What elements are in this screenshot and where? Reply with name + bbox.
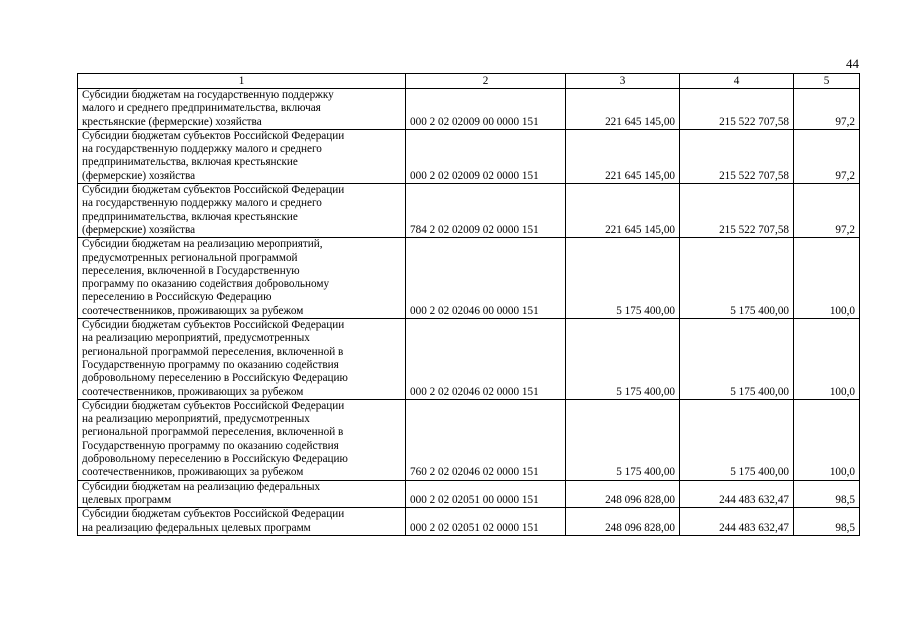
description-line: на государственную поддержку малого и среднего bbox=[82, 143, 322, 156]
description-line: Государственную программу по оказанию содействия bbox=[82, 358, 339, 371]
description-line: крестьянские (фермерские) хозяйства bbox=[82, 115, 262, 128]
description-line: Субсидии бюджетам субъектов Российской Федерации bbox=[82, 508, 345, 521]
execution-percent: 98,5 bbox=[794, 480, 860, 508]
table-row bbox=[78, 238, 860, 319]
planned-amount: 5 175 400,00 bbox=[566, 399, 680, 480]
row-description bbox=[78, 184, 406, 238]
table-row bbox=[78, 89, 860, 130]
description-line: добровольному переселению в Российскую Федерацию bbox=[82, 372, 348, 385]
budget-code: 760 2 02 02046 02 0000 151 bbox=[406, 399, 566, 480]
row-description bbox=[78, 319, 406, 400]
description-line: Субсидии бюджетам субъектов Российской Федерации bbox=[82, 399, 345, 412]
planned-amount: 221 645 145,00 bbox=[566, 129, 680, 183]
planned-amount: 248 096 828,00 bbox=[566, 508, 680, 536]
table-row bbox=[78, 184, 860, 238]
description-line: предпринимательства, включая крестьянские bbox=[82, 156, 298, 169]
table-row bbox=[78, 508, 860, 536]
planned-amount: 5 175 400,00 bbox=[566, 319, 680, 400]
planned-amount: 5 175 400,00 bbox=[566, 238, 680, 319]
row-description bbox=[78, 399, 406, 480]
executed-amount: 5 175 400,00 bbox=[680, 238, 794, 319]
budget-revenue-table bbox=[77, 73, 860, 536]
description-line: на государственную поддержку малого и среднего bbox=[82, 197, 322, 210]
budget-code: 000 2 02 02009 00 0000 151 bbox=[406, 89, 566, 130]
description-line: соотечественников, проживающих за рубежом bbox=[82, 385, 304, 398]
description-line: региональной программой переселения, включенной в bbox=[82, 426, 344, 439]
header-col-1: 1 bbox=[78, 74, 406, 89]
description-line: (фермерские) хозяйства bbox=[82, 169, 196, 182]
executed-amount: 244 483 632,47 bbox=[680, 508, 794, 536]
planned-amount: 221 645 145,00 bbox=[566, 89, 680, 130]
budget-code: 000 2 02 02046 00 0000 151 bbox=[406, 238, 566, 319]
table-row bbox=[78, 480, 860, 508]
description-line: Субсидии бюджетам субъектов Российской Федерации bbox=[82, 129, 345, 142]
description-line: региональной программой переселения, включенной в bbox=[82, 345, 344, 358]
execution-percent: 97,2 bbox=[794, 129, 860, 183]
executed-amount: 244 483 632,47 bbox=[680, 480, 794, 508]
description-line: Субсидии бюджетам на государственную поддержку bbox=[82, 89, 334, 101]
execution-percent: 97,2 bbox=[794, 89, 860, 130]
budget-code: 000 2 02 02009 02 0000 151 bbox=[406, 129, 566, 183]
header-col-4: 4 bbox=[680, 74, 794, 89]
table-row bbox=[78, 129, 860, 183]
row-description bbox=[78, 89, 406, 130]
budget-code: 000 2 02 02051 02 0000 151 bbox=[406, 508, 566, 536]
header-col-3: 3 bbox=[566, 74, 680, 89]
header-col-5: 5 bbox=[794, 74, 860, 89]
description-line: на реализацию мероприятий, предусмотренных bbox=[82, 332, 310, 345]
budget-code: 000 2 02 02051 00 0000 151 bbox=[406, 480, 566, 508]
executed-amount: 5 175 400,00 bbox=[680, 319, 794, 400]
header-col-2: 2 bbox=[406, 74, 566, 89]
executed-amount: 215 522 707,58 bbox=[680, 184, 794, 238]
table-body bbox=[78, 89, 860, 536]
execution-percent: 97,2 bbox=[794, 184, 860, 238]
row-description bbox=[78, 508, 406, 536]
table-row bbox=[78, 319, 860, 400]
description-line: Субсидии бюджетам субъектов Российской Федерации bbox=[82, 184, 345, 197]
description-line: переселения, включенной в Государственную bbox=[82, 264, 300, 277]
budget-code: 000 2 02 02046 02 0000 151 bbox=[406, 319, 566, 400]
description-line: малого и среднего предпринимательства, включая bbox=[82, 102, 321, 115]
header-row bbox=[78, 74, 860, 89]
budget-code: 784 2 02 02009 02 0000 151 bbox=[406, 184, 566, 238]
execution-percent: 100,0 bbox=[794, 238, 860, 319]
description-line: Субсидии бюджетам субъектов Российской Федерации bbox=[82, 319, 345, 332]
execution-percent: 100,0 bbox=[794, 319, 860, 400]
row-description bbox=[78, 238, 406, 319]
description-line: предусмотренных региональной программой bbox=[82, 251, 298, 264]
execution-percent: 98,5 bbox=[794, 508, 860, 536]
page-number: 44 bbox=[846, 56, 859, 71]
description-line: на реализацию мероприятий, предусмотренных bbox=[82, 413, 310, 426]
description-line: Субсидии бюджетам на реализацию федеральных bbox=[82, 480, 321, 493]
row-description bbox=[78, 129, 406, 183]
description-line: Государственную программу по оказанию содействия bbox=[82, 439, 339, 452]
description-line: соотечественников, проживающих за рубежом bbox=[82, 304, 304, 317]
description-line: программу по оказанию содействия добровольному bbox=[82, 278, 330, 291]
executed-amount: 215 522 707,58 bbox=[680, 89, 794, 130]
description-line: предпринимательства, включая крестьянские bbox=[82, 210, 298, 223]
description-line: переселению в Российскую Федерацию bbox=[82, 291, 272, 304]
planned-amount: 248 096 828,00 bbox=[566, 480, 680, 508]
table-row bbox=[78, 399, 860, 480]
execution-percent: 100,0 bbox=[794, 399, 860, 480]
description-line: (фермерские) хозяйства bbox=[82, 223, 196, 236]
description-line: соотечественников, проживающих за рубежом bbox=[82, 466, 304, 479]
description-line: Субсидии бюджетам на реализацию мероприятий, bbox=[82, 238, 323, 251]
executed-amount: 215 522 707,58 bbox=[680, 129, 794, 183]
description-line: на реализацию федеральных целевых программ bbox=[82, 521, 311, 534]
description-line: целевых программ bbox=[82, 493, 172, 506]
row-description bbox=[78, 480, 406, 508]
executed-amount: 5 175 400,00 bbox=[680, 399, 794, 480]
description-line: добровольному переселению в Российскую Федерацию bbox=[82, 453, 348, 466]
planned-amount: 221 645 145,00 bbox=[566, 184, 680, 238]
